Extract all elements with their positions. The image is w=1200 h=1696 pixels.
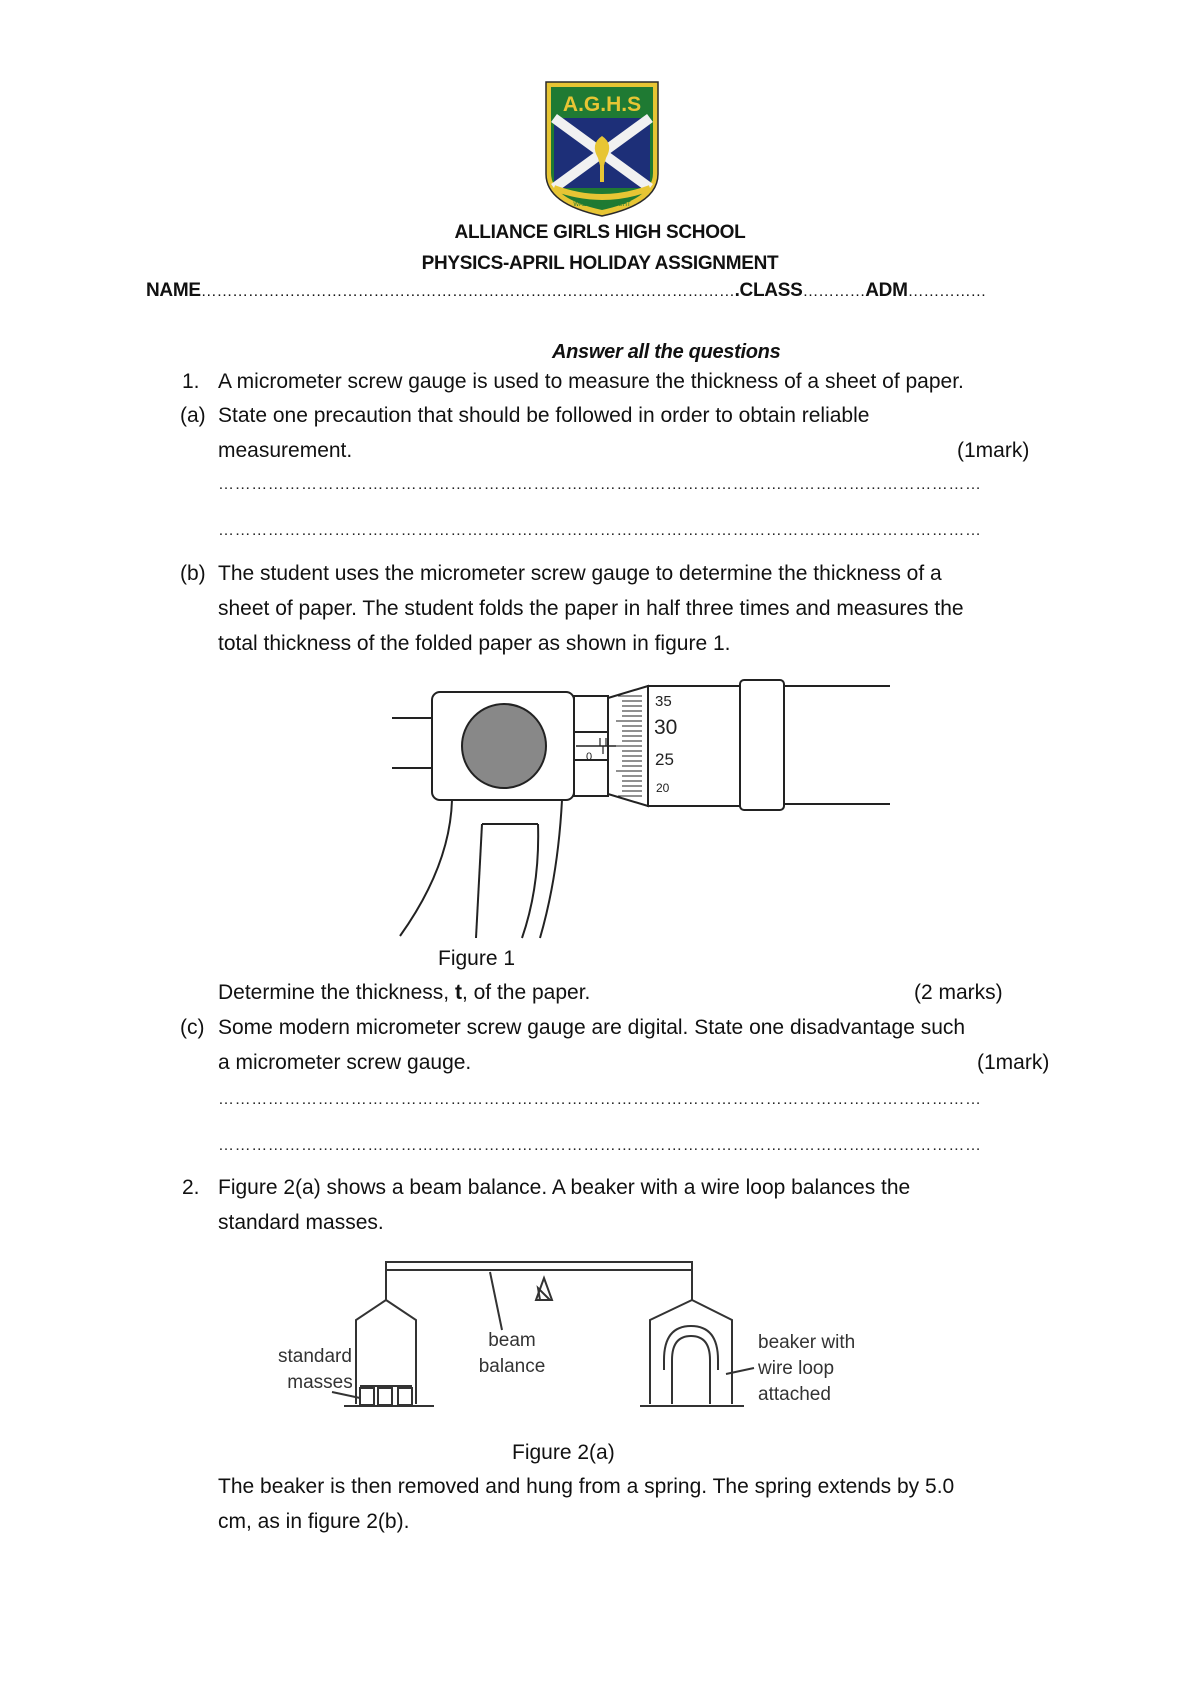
assignment-title: PHYSICS-APRIL HOLIDAY ASSIGNMENT — [421, 253, 779, 274]
school-name: ALLIANCE GIRLS HIGH SCHOOL — [454, 222, 746, 243]
q1-stem: A micrometer screw gauge is used to measure the thickness of a sheet of paper. — [218, 370, 964, 393]
q2-text-line1: Figure 2(a) shows a beam balance. A beaker with a wire loop balances the — [218, 1176, 911, 1199]
q1a-text-line2: measurement. — [218, 439, 353, 462]
q1c-answer-line-2[interactable]: ………………………………………………………………………………………………………………………… — [218, 1137, 982, 1154]
logo-text: A.G.H.S — [562, 93, 642, 116]
logo-motto: WALK IN THE LIGHT — [573, 202, 631, 208]
q2-after-line1: The beaker is then removed and hung from a spring. The spring extends by 5.0 — [218, 1475, 955, 1498]
figure-1-caption: Figure 1 — [438, 947, 516, 970]
q1c-text-line2: a micrometer screw gauge. — [218, 1051, 472, 1074]
q1a-text-line1: State one precaution that should be followed in order to obtain reliable — [218, 404, 870, 427]
adm-label: ADM — [865, 280, 908, 301]
student-details-line — [146, 280, 1058, 306]
instructions: Answer all the questions — [552, 341, 781, 363]
sleeve-zero-label: 0 — [586, 751, 593, 763]
school-logo — [540, 78, 664, 220]
q1-number: 1. — [182, 370, 200, 393]
q1b-task: Determine the thickness, t, of the paper. — [218, 981, 591, 1004]
label-beaker-2: wire loop — [758, 1358, 835, 1379]
q1a-label: (a) — [180, 404, 206, 427]
q1a-marks: (1mark) — [957, 439, 1030, 462]
q1b-text-line1: The student uses the micrometer screw gauge to determine the thickness of a — [218, 562, 942, 585]
thimble-label-30: 30 — [654, 716, 678, 739]
q1b-label: (b) — [180, 562, 206, 585]
q2-number: 2. — [182, 1176, 200, 1199]
name-label: NAME — [146, 280, 201, 301]
q1c-text-line1: Some modern micrometer screw gauge are digital. State one disadvantage such — [218, 1016, 966, 1039]
class-label: .CLASS — [734, 280, 803, 301]
label-beaker-3: attached — [758, 1384, 831, 1405]
q1a-answer-line-2[interactable]: ………………………………………………………………………………………………………………………… — [218, 522, 982, 539]
q1a-answer-line-1[interactable]: ………………………………………………………………………………………………………………………… — [218, 476, 982, 493]
adm-field[interactable]: …………… — [907, 283, 987, 300]
label-standard-1: standard — [278, 1346, 352, 1367]
label-beaker-1: beaker with — [758, 1332, 856, 1353]
q1c-label: (c) — [180, 1016, 205, 1039]
q1b-text-line3: total thickness of the folded paper as shown in figure 1. — [218, 632, 731, 655]
thimble-label-25: 25 — [655, 750, 674, 769]
label-beam-1: beam — [488, 1330, 536, 1351]
label-standard-2: masses — [287, 1372, 353, 1393]
q2-text-line2: standard masses. — [218, 1211, 384, 1234]
label-beam-2: balance — [478, 1356, 546, 1377]
figure-1-micrometer — [380, 676, 900, 944]
q2-after-line2: cm, as in figure 2(b). — [218, 1510, 410, 1533]
q1b-marks: (2 marks) — [914, 981, 1003, 1004]
q1c-answer-line-1[interactable]: ………………………………………………………………………………………………………………………… — [218, 1091, 982, 1108]
figure-2a-caption: Figure 2(a) — [512, 1441, 615, 1464]
figure-2a-beam-balance — [220, 1256, 880, 1428]
q1c-marks: (1mark) — [977, 1051, 1050, 1074]
q1b-text-line2: sheet of paper. The student folds the paper in half three times and measures the — [218, 597, 964, 620]
thimble-label-35: 35 — [655, 693, 672, 710]
name-field[interactable]: ………………………………………………………………………………………… — [200, 283, 735, 300]
class-field[interactable]: ………… — [802, 283, 866, 300]
thimble-label-20: 20 — [656, 781, 670, 795]
